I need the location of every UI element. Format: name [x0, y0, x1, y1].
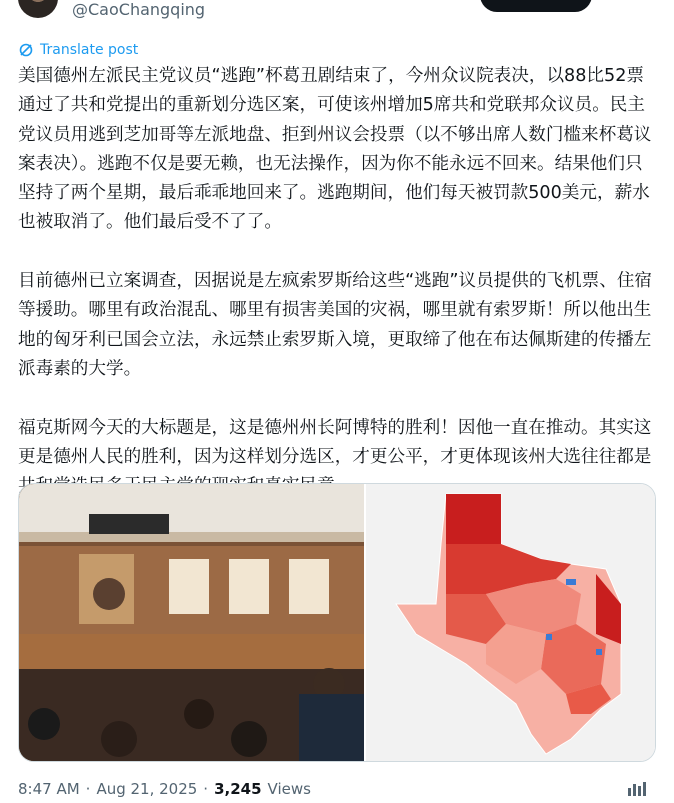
follow-button[interactable] — [480, 0, 592, 12]
bookmark-icon[interactable] — [626, 780, 646, 798]
texas-map[interactable] — [366, 484, 655, 761]
separator: · — [203, 780, 209, 798]
post-time[interactable]: 8:47 AM — [18, 780, 80, 798]
translate-post-label[interactable]: Translate post — [40, 42, 139, 58]
tweet-paragraph-3: 福克斯网今天的大标题是，这是德州州长阿博特的胜利！因他一直在推动。其实这更是德州人民的胜利，因为这样划分选区，才更公平，才更体现该州大选往往都是 — [18, 417, 652, 467]
translate-post-link[interactable] — [18, 40, 138, 60]
user-handle[interactable]: @CaoChangqing — [72, 0, 206, 19]
tweet-footer — [18, 778, 311, 800]
tweet-paragraph-2: 目前德州已立案调查，因据说是左疯索罗斯给这些“逃跑”议员提供的飞机票、住宿等援助。哪里有政治混乱、哪里有损害美国的灾祸，哪里就有索罗斯！所以他出生地的匈牙利已国会立法，永远禁止索罗斯入境，更取缔了他在布达佩斯建的传播左派毒素的大学。 — [18, 271, 653, 379]
separator: · — [85, 780, 91, 798]
tweet-media — [18, 483, 656, 762]
avatar[interactable] — [18, 0, 58, 18]
translate-icon — [18, 42, 34, 58]
views-count: 3,245 — [214, 780, 262, 798]
post-date[interactable]: Aug 21, 2025 — [96, 780, 198, 798]
tweet-body — [18, 62, 660, 531]
tweet-paragraph-1: 美国德州左派民主党议员“逃跑”杯葛丑剧结束了，今州众议院表决，以88比52票通过了共和党提出的重新划分选区案，可使该州增加5席共和党联邦众议员。民主党议员用逃到芝加哥等左派地盘、拒到州议会投票（以不够出席人数门槛来杯葛议案表决）。逃跑不仅是要无赖，也无法操作，因为你不能永远不回来。结果他们只坚持了两个星期，最后乖乖地回来了。逃跑期间，他们每天被罚款500美元，薪水也被取消了。他们最后受不了了。 — [18, 66, 652, 233]
views-label: Views — [267, 780, 311, 798]
tweet-header — [0, 0, 674, 30]
chamber-photo[interactable] — [19, 484, 366, 761]
